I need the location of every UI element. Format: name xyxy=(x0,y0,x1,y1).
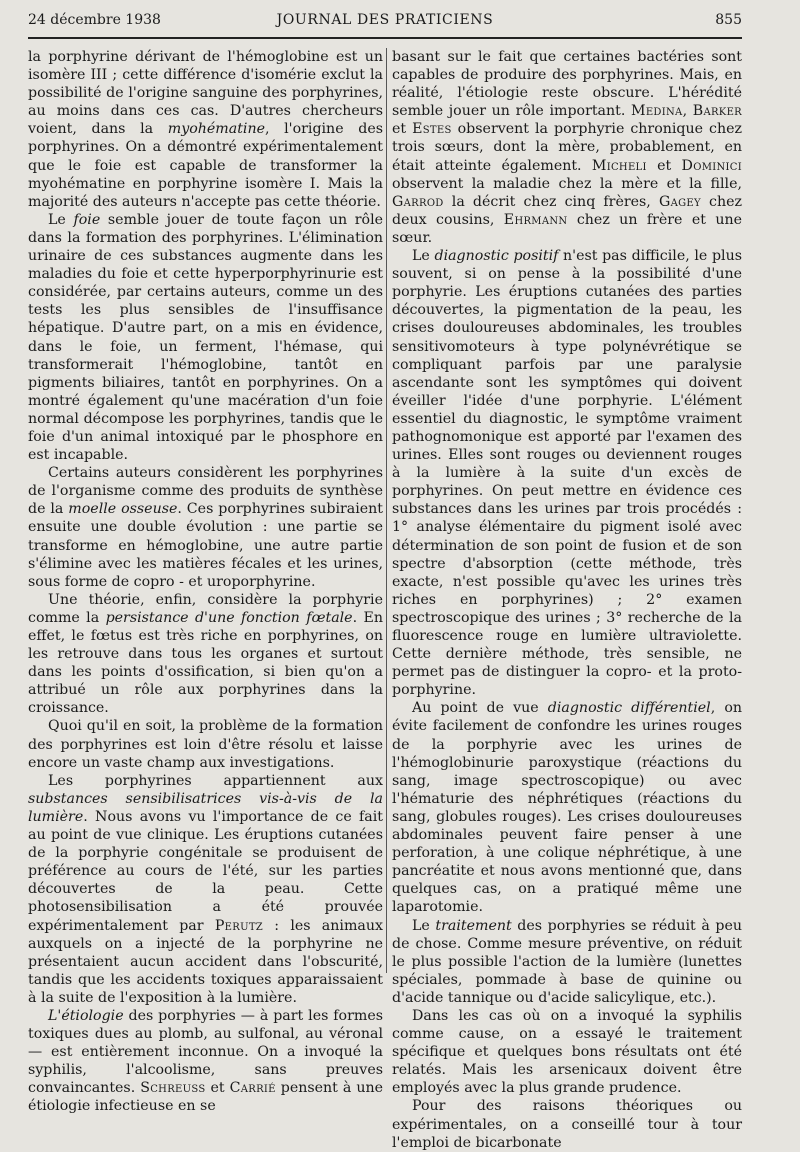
left-column xyxy=(28,48,384,1115)
column-divider xyxy=(386,48,387,973)
header-date: 24 décembre 1938 xyxy=(28,12,161,28)
paragraph: Pour des raisons théoriques ou expérimentales, on a conseillé tour à tour l'emploi de bicarbonate xyxy=(392,1098,742,1151)
paragraph: Au point de vue diagnostic différentiel, on évite facilement de confondre les urines rouges de la porphyrie avec les urines de l'hémoglobinurie paroxystique (réactions du sang, image spectroscopique) ou avec l'hématurie des néphrétiques (réactions du sang, globules rouges). Les crises douloureuses abdominales peuvent faire penser à une perforation, à une colique néphrétique, à une pancréatite et nous avons mentionné que, dans quelques cas, on a pratiqué même une laparotomie. xyxy=(392,700,742,916)
page-number: 855 xyxy=(715,12,742,28)
paragraph: la porphyrine dérivant de l'hémoglobine est un isomère III ; cette différence d'isomérie exclut la possibilité de l'origine sanguine des porphyrines, au moins dans ces cas. D'autres chercheurs voient, dans la myohématine, l'origine des porphyrines. On a démontré expérimentalement que le foie est capable de transformer la myohématine en porphyrine isomère I. Mais la majorité des auteurs n'accepte pas cette théorie. xyxy=(28,49,383,210)
paragraph: Les porphyrines appartiennent aux substances sensibilisatrices vis-à-vis de la lumière. Nous avons vu l'importance de ce fait au point de vue clinique. Les éruptions cutanées de la porphyrie congénitale se produisent de préférence au cours de l'été, sur les parties découvertes de la peau. Cette photosensibilisation a été prouvée expérimentalement par Perutz : les animaux auxquels on a injecté de la porphyrine ne présentaient aucun accident dans l'obscurité, tandis que les accidents toxiques apparaissaient à la suite de l'exposition à la lumière. xyxy=(28,772,383,1006)
right-column xyxy=(392,48,743,1151)
running-header xyxy=(28,12,742,38)
paragraph: Le diagnostic positif n'est pas difficile, le plus souvent, si on pense à la possibilité d'une porphyrie. Les éruptions cutanées des parties découvertes, la pigmentation de la peau, les crises douloureuses abdominales, les troubles sensitivomoteurs à type polynévrétique se compliquant parfois par une paralysie ascendante sont les symptômes qui doivent éveiller l'idée d'une porphyrie. L'élément essentiel du diagnostic, le symptôme vraiment pathognomonique est apporté par l'examen des urines. Elles sont rouges ou deviennent rouges à la lumière à la suite d'un excès de porphyrines. On peut mettre en évidence ces substances dans les urines par trois procédés : 1° analyse élémentaire du pigment isolé avec détermination de son point de fusion et de son spectre d'absorption (cette méthode, très exacte, n'est possible qu'avec les urines très riches en porphyrines) ; 2° examen spectroscopique des urines ; 3° recherche de la fluorescence rouge en lumière ultraviolette. Cette dernière méthode, très sensible, ne permet pas de distinguer la copro- et la proto-porphyrine. xyxy=(392,248,743,699)
paragraph: L'étiologie des porphyries — à part les formes toxiques dues au plomb, au sulfonal, au véronal — est entièrement inconnue. On a invoqué la syphilis, l'alcoolisme, sans preuves convaincantes. Schreuss et Carrié pensent à une étiologie infectieuse en se xyxy=(28,1007,384,1115)
paragraph: Dans les cas où on a invoqué la syphilis comme cause, on a essayé le traitement spécifique et quelques bons résultats ont été relatés. Mais les arsenicaux doivent être employés avec la plus grande prudence. xyxy=(392,1007,742,1097)
paragraph: Quoi qu'il en soit, la problème de la formation des porphyrines est loin d'être résolu et laisse encore un vaste champ aux investigations. xyxy=(28,718,383,771)
paragraph: basant sur le fait que certaines bactéries sont capables de produire des porphyrines. Mais, en réalité, l'étiologie reste obscure. L'hérédité semble jouer un rôle important. Medina, Barker et Estes observent la porphyrie chronique chez trois sœurs, dont la mère, probablement, en était atteinte également. Micheli et Dominici observent la maladie chez la mère et la fille, Garrod la décrit chez cinq frères, Gagey chez deux cousins, Ehrmann chez un frère et une sœur. xyxy=(392,49,743,246)
paragraph: Une théorie, enfin, considère la porphyrie comme la persistance d'une fonction fœtale. En effet, le fœtus est très riche en porphyrines, on les retrouve dans tous les organes et surtout dans les points d'ossification, si bien qu'on a attribué un rôle aux porphyrines dans la croissance. xyxy=(28,591,383,717)
header-rule xyxy=(28,37,742,39)
paragraph: Le foie semble jouer de toute façon un rôle dans la formation des porphyrines. L'élimination urinaire de ces substances augmente dans les maladies du foie et cette hyperporphyrinurie est considérée, par certains auteurs, comme un des tests les plus sensibles de l'insuffisance hépatique. D'autre part, on a mis en évidence, dans le foie, un ferment, l'hémase, qui transformerait l'hémoglobine, tantôt en pigments biliaires, tantôt en porphyrines. On a montré également qu'une macération d'un foie normal décompose les porphyrines, tandis que le foie d'un animal intoxiqué par le phosphore en est incapable. xyxy=(28,211,384,464)
paragraph: Certains auteurs considèrent les porphyrines de l'organisme comme des produits de synthèse de la moelle osseuse. Ces porphyrines subiraient ensuite une double évolution : une partie se transforme en hémoglobine, une autre partie s'élimine avec les matières fécales et les urines, sous forme de copro - et uroporphyrine. xyxy=(28,465,383,590)
paragraph: Le traitement des porphyries se réduit à peu de chose. Comme mesure préventive, on réduit le plus possible l'action de la lumière (lunettes spéciales, pommade à base de quinine ou d'acide tannique ou d'acide salicylique, etc.). xyxy=(392,917,743,1006)
journal-title: JOURNAL DES PRATICIENS xyxy=(276,12,494,28)
